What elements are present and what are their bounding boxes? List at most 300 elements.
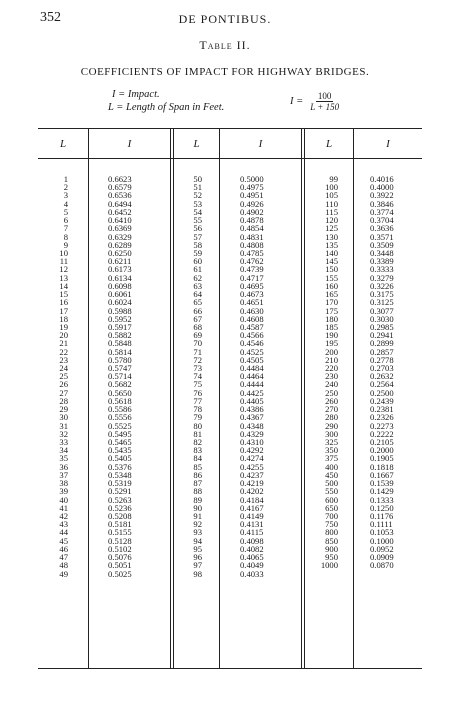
table-title: COEFFICIENTS OF IMPACT FOR HIGHWAY BRIDGES. bbox=[80, 66, 370, 78]
span-length-cell: 86 bbox=[193, 469, 202, 480]
span-length-cell: 950 bbox=[325, 552, 338, 563]
span-length-cell: 28 bbox=[59, 395, 68, 406]
span-length-cell: 195 bbox=[325, 338, 338, 349]
impact-cell: 0.4505 bbox=[240, 354, 264, 365]
span-length-cell: 23 bbox=[59, 354, 68, 365]
impact-cell: 0.4587 bbox=[240, 321, 264, 332]
impact-cell: 0.5405 bbox=[108, 453, 132, 464]
impact-cell: 0.4405 bbox=[240, 395, 264, 406]
span-length-cell: 27 bbox=[59, 387, 68, 398]
column-L-3 bbox=[312, 175, 338, 570]
span-length-cell: 17 bbox=[59, 305, 68, 316]
impact-cell: 0.4292 bbox=[240, 445, 264, 456]
impact-cell: 0.4854 bbox=[240, 223, 264, 234]
span-length-cell: 71 bbox=[193, 346, 202, 357]
legend-impact: I = Impact. bbox=[112, 89, 160, 100]
impact-cell: 0.6134 bbox=[108, 272, 132, 283]
span-length-cell: 2 bbox=[63, 182, 68, 193]
span-length-cell: 59 bbox=[193, 247, 202, 258]
impact-cell: 0.5882 bbox=[108, 330, 132, 341]
impact-cell: 0.4202 bbox=[240, 486, 264, 497]
span-length-cell: 93 bbox=[193, 527, 202, 538]
span-length-cell: 73 bbox=[193, 363, 202, 374]
span-length-cell: 52 bbox=[193, 190, 202, 201]
span-length-cell: 47 bbox=[59, 552, 68, 563]
impact-cell: 0.6410 bbox=[108, 215, 132, 226]
span-length-cell: 89 bbox=[193, 494, 202, 505]
table-bottom-rule bbox=[38, 668, 422, 669]
impact-cell: 0.0952 bbox=[370, 543, 394, 554]
impact-cell: 0.3389 bbox=[370, 256, 394, 267]
formula-denominator: L + 150 bbox=[310, 102, 340, 112]
page-number: 352 bbox=[40, 10, 61, 25]
impact-cell: 0.4167 bbox=[240, 502, 264, 513]
span-length-cell: 65 bbox=[193, 297, 202, 308]
impact-cell: 0.6289 bbox=[108, 239, 132, 250]
span-length-cell: 72 bbox=[193, 354, 202, 365]
impact-cell: 0.5952 bbox=[108, 313, 132, 324]
span-length-cell: 45 bbox=[59, 535, 68, 546]
impact-cell: 0.6579 bbox=[108, 182, 132, 193]
impact-cell: 0.5525 bbox=[108, 420, 132, 431]
impact-cell: 0.2703 bbox=[370, 363, 394, 374]
span-length-cell: 14 bbox=[59, 280, 68, 291]
span-length-cell: 63 bbox=[193, 280, 202, 291]
impact-cell: 0.4673 bbox=[240, 289, 264, 300]
impact-cell: 0.1818 bbox=[370, 461, 394, 472]
impact-cell: 0.1539 bbox=[370, 478, 394, 489]
formula-numerator: 100 bbox=[317, 91, 332, 101]
span-length-cell: 1 bbox=[63, 174, 68, 184]
formula-lhs: I = bbox=[290, 96, 304, 107]
impact-cell: 0.4651 bbox=[240, 297, 264, 308]
impact-cell: 0.5988 bbox=[108, 305, 132, 316]
impact-cell: 0.6494 bbox=[108, 198, 132, 209]
span-length-cell: 120 bbox=[325, 215, 338, 226]
impact-cell: 0.5495 bbox=[108, 428, 132, 439]
impact-cell: 0.4739 bbox=[240, 264, 264, 275]
column-I-2 bbox=[240, 175, 290, 578]
span-length-cell: 25 bbox=[59, 371, 68, 382]
impact-cell: 0.5376 bbox=[108, 461, 132, 472]
span-length-cell: 450 bbox=[325, 469, 338, 480]
span-length-cell: 70 bbox=[193, 338, 202, 349]
span-length-cell: 550 bbox=[325, 486, 338, 497]
span-length-cell: 62 bbox=[193, 272, 202, 283]
impact-cell: 0.5025 bbox=[108, 568, 132, 579]
span-length-cell: 150 bbox=[325, 264, 338, 275]
impact-cell: 0.4348 bbox=[240, 420, 264, 431]
header-L: L bbox=[59, 138, 67, 150]
span-length-cell: 77 bbox=[193, 395, 202, 406]
impact-cell: 0.1429 bbox=[370, 486, 394, 497]
impact-cell: 0.5465 bbox=[108, 437, 132, 447]
impact-cell: 0.5917 bbox=[108, 321, 132, 332]
impact-cell: 0.2564 bbox=[370, 379, 394, 390]
impact-cell: 0.4329 bbox=[240, 428, 264, 439]
span-length-cell: 260 bbox=[325, 395, 338, 406]
impact-cell: 0.4762 bbox=[240, 256, 264, 267]
impact-cell: 0.5000 bbox=[240, 174, 264, 184]
span-length-cell: 94 bbox=[193, 535, 202, 546]
impact-cell: 0.2985 bbox=[370, 321, 394, 332]
span-length-cell: 57 bbox=[193, 231, 202, 242]
span-length-cell: 54 bbox=[193, 206, 202, 217]
column-divider bbox=[353, 128, 354, 668]
impact-cell: 0.3509 bbox=[370, 239, 394, 250]
span-length-cell: 12 bbox=[59, 264, 68, 275]
span-length-cell: 18 bbox=[59, 313, 68, 324]
impact-cell: 0.3175 bbox=[370, 289, 394, 300]
impact-cell: 0.4566 bbox=[240, 330, 264, 341]
impact-cell: 0.5102 bbox=[108, 543, 132, 554]
impact-cell: 0.3077 bbox=[370, 305, 394, 316]
column-divider bbox=[219, 128, 220, 668]
span-length-cell: 6 bbox=[63, 215, 68, 226]
span-length-cell: 98 bbox=[193, 568, 202, 579]
span-length-cell: 74 bbox=[193, 371, 202, 382]
span-length-cell: 90 bbox=[193, 502, 202, 513]
impact-cell: 0.4425 bbox=[240, 387, 264, 398]
impact-cell: 0.5208 bbox=[108, 510, 132, 521]
span-length-cell: 38 bbox=[59, 478, 68, 489]
span-length-cell: 200 bbox=[325, 346, 338, 357]
impact-cell: 0.3922 bbox=[370, 190, 394, 201]
impact-cell: 0.4608 bbox=[240, 313, 264, 324]
span-length-cell: 350 bbox=[325, 445, 338, 456]
span-length-cell: 37 bbox=[59, 469, 68, 480]
span-length-cell: 35 bbox=[59, 453, 68, 464]
span-length-cell: 48 bbox=[59, 560, 68, 571]
impact-cell: 0.2222 bbox=[370, 428, 394, 439]
span-length-cell: 230 bbox=[325, 371, 338, 382]
impact-cell: 0.5181 bbox=[108, 519, 132, 530]
span-length-cell: 500 bbox=[325, 478, 338, 489]
impact-cell: 0.6098 bbox=[108, 280, 132, 291]
impact-cell: 0.5128 bbox=[108, 535, 132, 546]
span-length-cell: 650 bbox=[325, 502, 338, 513]
impact-cell: 0.5435 bbox=[108, 445, 132, 456]
span-length-cell: 82 bbox=[193, 437, 202, 447]
span-length-cell: 5 bbox=[63, 206, 68, 217]
span-length-cell: 67 bbox=[193, 313, 202, 324]
impact-cell: 0.4115 bbox=[240, 527, 264, 538]
span-length-cell: 91 bbox=[193, 510, 202, 521]
impact-cell: 0.3125 bbox=[370, 297, 394, 308]
span-length-cell: 115 bbox=[325, 206, 338, 217]
span-length-cell: 22 bbox=[59, 346, 68, 357]
impact-cell: 0.4386 bbox=[240, 404, 264, 415]
span-length-cell: 3 bbox=[63, 190, 68, 201]
impact-cell: 0.5155 bbox=[108, 527, 132, 538]
span-length-cell: 7 bbox=[63, 223, 68, 234]
span-length-cell: 58 bbox=[193, 239, 202, 250]
impact-cell: 0.2778 bbox=[370, 354, 394, 365]
impact-cell: 0.4878 bbox=[240, 215, 264, 226]
span-length-cell: 20 bbox=[59, 330, 68, 341]
span-length-cell: 30 bbox=[59, 412, 68, 423]
span-length-cell: 39 bbox=[59, 486, 68, 497]
impact-cell: 0.5747 bbox=[108, 363, 132, 374]
impact-cell: 0.5051 bbox=[108, 560, 132, 571]
span-length-cell: 700 bbox=[325, 510, 338, 521]
span-length-cell: 4 bbox=[63, 198, 68, 209]
span-length-cell: 400 bbox=[325, 461, 338, 472]
impact-cell: 0.6250 bbox=[108, 247, 132, 258]
span-length-cell: 19 bbox=[59, 321, 68, 332]
impact-cell: 0.1905 bbox=[370, 453, 394, 464]
impact-cell: 0.1053 bbox=[370, 527, 394, 538]
impact-cell: 0.2105 bbox=[370, 437, 394, 447]
impact-cell: 0.3571 bbox=[370, 231, 394, 242]
span-length-cell: 325 bbox=[325, 437, 338, 447]
span-length-cell: 21 bbox=[59, 338, 68, 349]
table-top-rule bbox=[38, 128, 422, 129]
impact-cell: 0.4785 bbox=[240, 247, 264, 258]
span-length-cell: 55 bbox=[193, 215, 202, 226]
span-length-cell: 185 bbox=[325, 321, 338, 332]
column-I-1 bbox=[108, 175, 158, 578]
span-length-cell: 75 bbox=[193, 379, 202, 390]
impact-cell: 0.4525 bbox=[240, 346, 264, 357]
span-length-cell: 78 bbox=[193, 404, 202, 415]
impact-cell: 0.3636 bbox=[370, 223, 394, 234]
column-L-2 bbox=[184, 175, 202, 578]
span-length-cell: 9 bbox=[63, 239, 68, 250]
span-length-cell: 99 bbox=[329, 174, 338, 184]
span-length-cell: 375 bbox=[325, 453, 338, 464]
span-length-cell: 290 bbox=[325, 420, 338, 431]
span-length-cell: 170 bbox=[325, 297, 338, 308]
impact-cell: 0.6452 bbox=[108, 206, 132, 217]
span-length-cell: 280 bbox=[325, 412, 338, 423]
impact-cell: 0.4484 bbox=[240, 363, 264, 374]
impact-cell: 0.1111 bbox=[370, 519, 393, 530]
span-length-cell: 190 bbox=[325, 330, 338, 341]
impact-cell: 0.3704 bbox=[370, 215, 394, 226]
span-length-cell: 34 bbox=[59, 445, 68, 456]
span-length-cell: 800 bbox=[325, 527, 338, 538]
column-I-3 bbox=[370, 175, 416, 570]
span-length-cell: 29 bbox=[59, 404, 68, 415]
span-length-cell: 110 bbox=[325, 198, 338, 209]
span-length-cell: 250 bbox=[325, 387, 338, 398]
span-length-cell: 76 bbox=[193, 387, 202, 398]
span-length-cell: 15 bbox=[59, 289, 68, 300]
impact-cell: 0.5814 bbox=[108, 346, 132, 357]
impact-cell: 0.4098 bbox=[240, 535, 264, 546]
header-L: L bbox=[325, 138, 333, 150]
impact-cell: 0.4184 bbox=[240, 494, 264, 505]
span-length-cell: 130 bbox=[325, 231, 338, 242]
impact-cell: 0.6061 bbox=[108, 289, 132, 300]
span-length-cell: 300 bbox=[325, 428, 338, 439]
impact-cell: 0.5586 bbox=[108, 404, 132, 415]
impact-cell: 0.4831 bbox=[240, 231, 264, 242]
span-length-cell: 44 bbox=[59, 527, 68, 538]
span-length-cell: 210 bbox=[325, 354, 338, 365]
span-length-cell: 160 bbox=[325, 280, 338, 291]
span-length-cell: 83 bbox=[193, 445, 202, 456]
impact-cell: 0.4975 bbox=[240, 182, 264, 193]
span-length-cell: 60 bbox=[193, 256, 202, 267]
span-length-cell: 40 bbox=[59, 494, 68, 505]
span-length-cell: 135 bbox=[325, 239, 338, 250]
span-length-cell: 175 bbox=[325, 305, 338, 316]
impact-cell: 0.4695 bbox=[240, 280, 264, 291]
column-divider bbox=[88, 128, 89, 668]
header-I: I bbox=[258, 138, 263, 150]
impact-cell: 0.4464 bbox=[240, 371, 264, 382]
impact-cell: 0.2632 bbox=[370, 371, 394, 382]
impact-cell: 0.4237 bbox=[240, 469, 264, 480]
impact-cell: 0.3226 bbox=[370, 280, 394, 291]
span-length-cell: 51 bbox=[193, 182, 202, 193]
impact-cell: 0.4131 bbox=[240, 519, 264, 530]
impact-cell: 0.4033 bbox=[240, 568, 264, 579]
impact-cell: 0.5556 bbox=[108, 412, 132, 423]
impact-cell: 0.2000 bbox=[370, 445, 394, 456]
span-length-cell: 81 bbox=[193, 428, 202, 439]
span-length-cell: 1000 bbox=[320, 560, 338, 571]
impact-cell: 0.4149 bbox=[240, 510, 264, 521]
impact-cell: 0.4926 bbox=[240, 198, 264, 209]
span-length-cell: 50 bbox=[193, 174, 202, 184]
table-header-rule bbox=[38, 158, 422, 159]
formula-fraction bbox=[308, 91, 341, 112]
span-length-cell: 155 bbox=[325, 272, 338, 283]
impact-cell: 0.1333 bbox=[370, 494, 394, 505]
impact-cell: 0.2941 bbox=[370, 330, 394, 341]
span-length-cell: 43 bbox=[59, 519, 68, 530]
impact-cell: 0.2273 bbox=[370, 420, 394, 431]
impact-cell: 0.6329 bbox=[108, 231, 132, 242]
group-divider bbox=[301, 128, 302, 668]
span-length-cell: 80 bbox=[193, 420, 202, 431]
span-length-cell: 97 bbox=[193, 560, 202, 571]
impact-cell: 0.4310 bbox=[240, 437, 264, 447]
running-title: DE PONTIBUS. bbox=[178, 12, 272, 26]
impact-cell: 0.3774 bbox=[370, 206, 394, 217]
impact-cell: 0.5291 bbox=[108, 486, 132, 497]
impact-cell: 0.3030 bbox=[370, 313, 394, 324]
impact-cell: 0.1176 bbox=[370, 510, 394, 521]
impact-cell: 0.3846 bbox=[370, 198, 394, 209]
span-length-cell: 270 bbox=[325, 404, 338, 415]
span-length-cell: 165 bbox=[325, 289, 338, 300]
impact-cell: 0.5682 bbox=[108, 379, 132, 390]
span-length-cell: 900 bbox=[325, 543, 338, 554]
impact-cell: 0.0909 bbox=[370, 552, 394, 563]
impact-cell: 0.4255 bbox=[240, 461, 264, 472]
impact-cell: 0.4065 bbox=[240, 552, 264, 563]
span-length-cell: 68 bbox=[193, 321, 202, 332]
header-L: L bbox=[193, 138, 200, 150]
legend-span: L = Length of Span in Feet. bbox=[108, 102, 225, 113]
span-length-cell: 66 bbox=[193, 305, 202, 316]
impact-cell: 0.4082 bbox=[240, 543, 264, 554]
impact-cell: 0.5848 bbox=[108, 338, 132, 349]
impact-cell: 0.4367 bbox=[240, 412, 264, 423]
impact-cell: 0.4444 bbox=[240, 379, 264, 390]
span-length-cell: 61 bbox=[193, 264, 202, 275]
impact-cell: 0.5236 bbox=[108, 502, 132, 513]
span-length-cell: 105 bbox=[325, 190, 338, 201]
span-length-cell: 8 bbox=[63, 231, 68, 242]
table-label: Table II. bbox=[199, 38, 251, 52]
span-length-cell: 100 bbox=[325, 182, 338, 193]
span-length-cell: 13 bbox=[59, 272, 68, 283]
group-divider bbox=[304, 128, 305, 668]
span-length-cell: 96 bbox=[193, 552, 202, 563]
span-length-cell: 64 bbox=[193, 289, 202, 300]
span-length-cell: 88 bbox=[193, 486, 202, 497]
impact-cell: 0.5650 bbox=[108, 387, 132, 398]
impact-cell: 0.6623 bbox=[108, 174, 132, 184]
span-length-cell: 180 bbox=[325, 313, 338, 324]
span-length-cell: 32 bbox=[59, 428, 68, 439]
span-length-cell: 79 bbox=[193, 412, 202, 423]
impact-cell: 0.1250 bbox=[370, 502, 394, 513]
span-length-cell: 56 bbox=[193, 223, 202, 234]
impact-cell: 0.6173 bbox=[108, 264, 132, 275]
span-length-cell: 69 bbox=[193, 330, 202, 341]
span-length-cell: 33 bbox=[59, 437, 68, 447]
impact-cell: 0.1667 bbox=[370, 469, 394, 480]
span-length-cell: 31 bbox=[59, 420, 68, 431]
span-length-cell: 41 bbox=[59, 502, 68, 513]
impact-cell: 0.4016 bbox=[370, 174, 394, 184]
impact-cell: 0.5263 bbox=[108, 494, 132, 505]
impact-cell: 0.4808 bbox=[240, 239, 264, 250]
span-length-cell: 95 bbox=[193, 543, 202, 554]
impact-cell: 0.2326 bbox=[370, 412, 394, 423]
span-length-cell: 87 bbox=[193, 478, 202, 489]
impact-cell: 0.2899 bbox=[370, 338, 394, 349]
column-L-1 bbox=[50, 175, 68, 578]
header-I: I bbox=[127, 138, 132, 150]
impact-cell: 0.4717 bbox=[240, 272, 264, 283]
span-length-cell: 84 bbox=[193, 453, 202, 464]
impact-cell: 0.1000 bbox=[370, 535, 394, 546]
impact-cell: 0.2500 bbox=[370, 387, 394, 398]
impact-cell: 0.4274 bbox=[240, 453, 264, 464]
impact-cell: 0.4546 bbox=[240, 338, 264, 349]
impact-cell: 0.6536 bbox=[108, 190, 132, 201]
impact-cell: 0.0870 bbox=[370, 560, 394, 571]
span-length-cell: 750 bbox=[325, 519, 338, 530]
impact-cell: 0.5319 bbox=[108, 478, 132, 489]
span-length-cell: 92 bbox=[193, 519, 202, 530]
span-length-cell: 10 bbox=[59, 247, 68, 258]
impact-cell: 0.3448 bbox=[370, 247, 394, 258]
span-length-cell: 145 bbox=[325, 256, 338, 267]
span-length-cell: 85 bbox=[193, 461, 202, 472]
span-length-cell: 125 bbox=[325, 223, 338, 234]
impact-cell: 0.5076 bbox=[108, 552, 132, 563]
span-length-cell: 220 bbox=[325, 363, 338, 374]
span-length-cell: 24 bbox=[59, 363, 68, 374]
impact-cell: 0.6369 bbox=[108, 223, 132, 234]
impact-cell: 0.6024 bbox=[108, 297, 132, 308]
impact-cell: 0.2439 bbox=[370, 395, 394, 406]
impact-cell: 0.3279 bbox=[370, 272, 394, 283]
impact-cell: 0.2857 bbox=[370, 346, 394, 357]
span-length-cell: 240 bbox=[325, 379, 338, 390]
impact-cell: 0.4049 bbox=[240, 560, 264, 571]
impact-cell: 0.2381 bbox=[370, 404, 394, 415]
impact-cell: 0.4902 bbox=[240, 206, 264, 217]
